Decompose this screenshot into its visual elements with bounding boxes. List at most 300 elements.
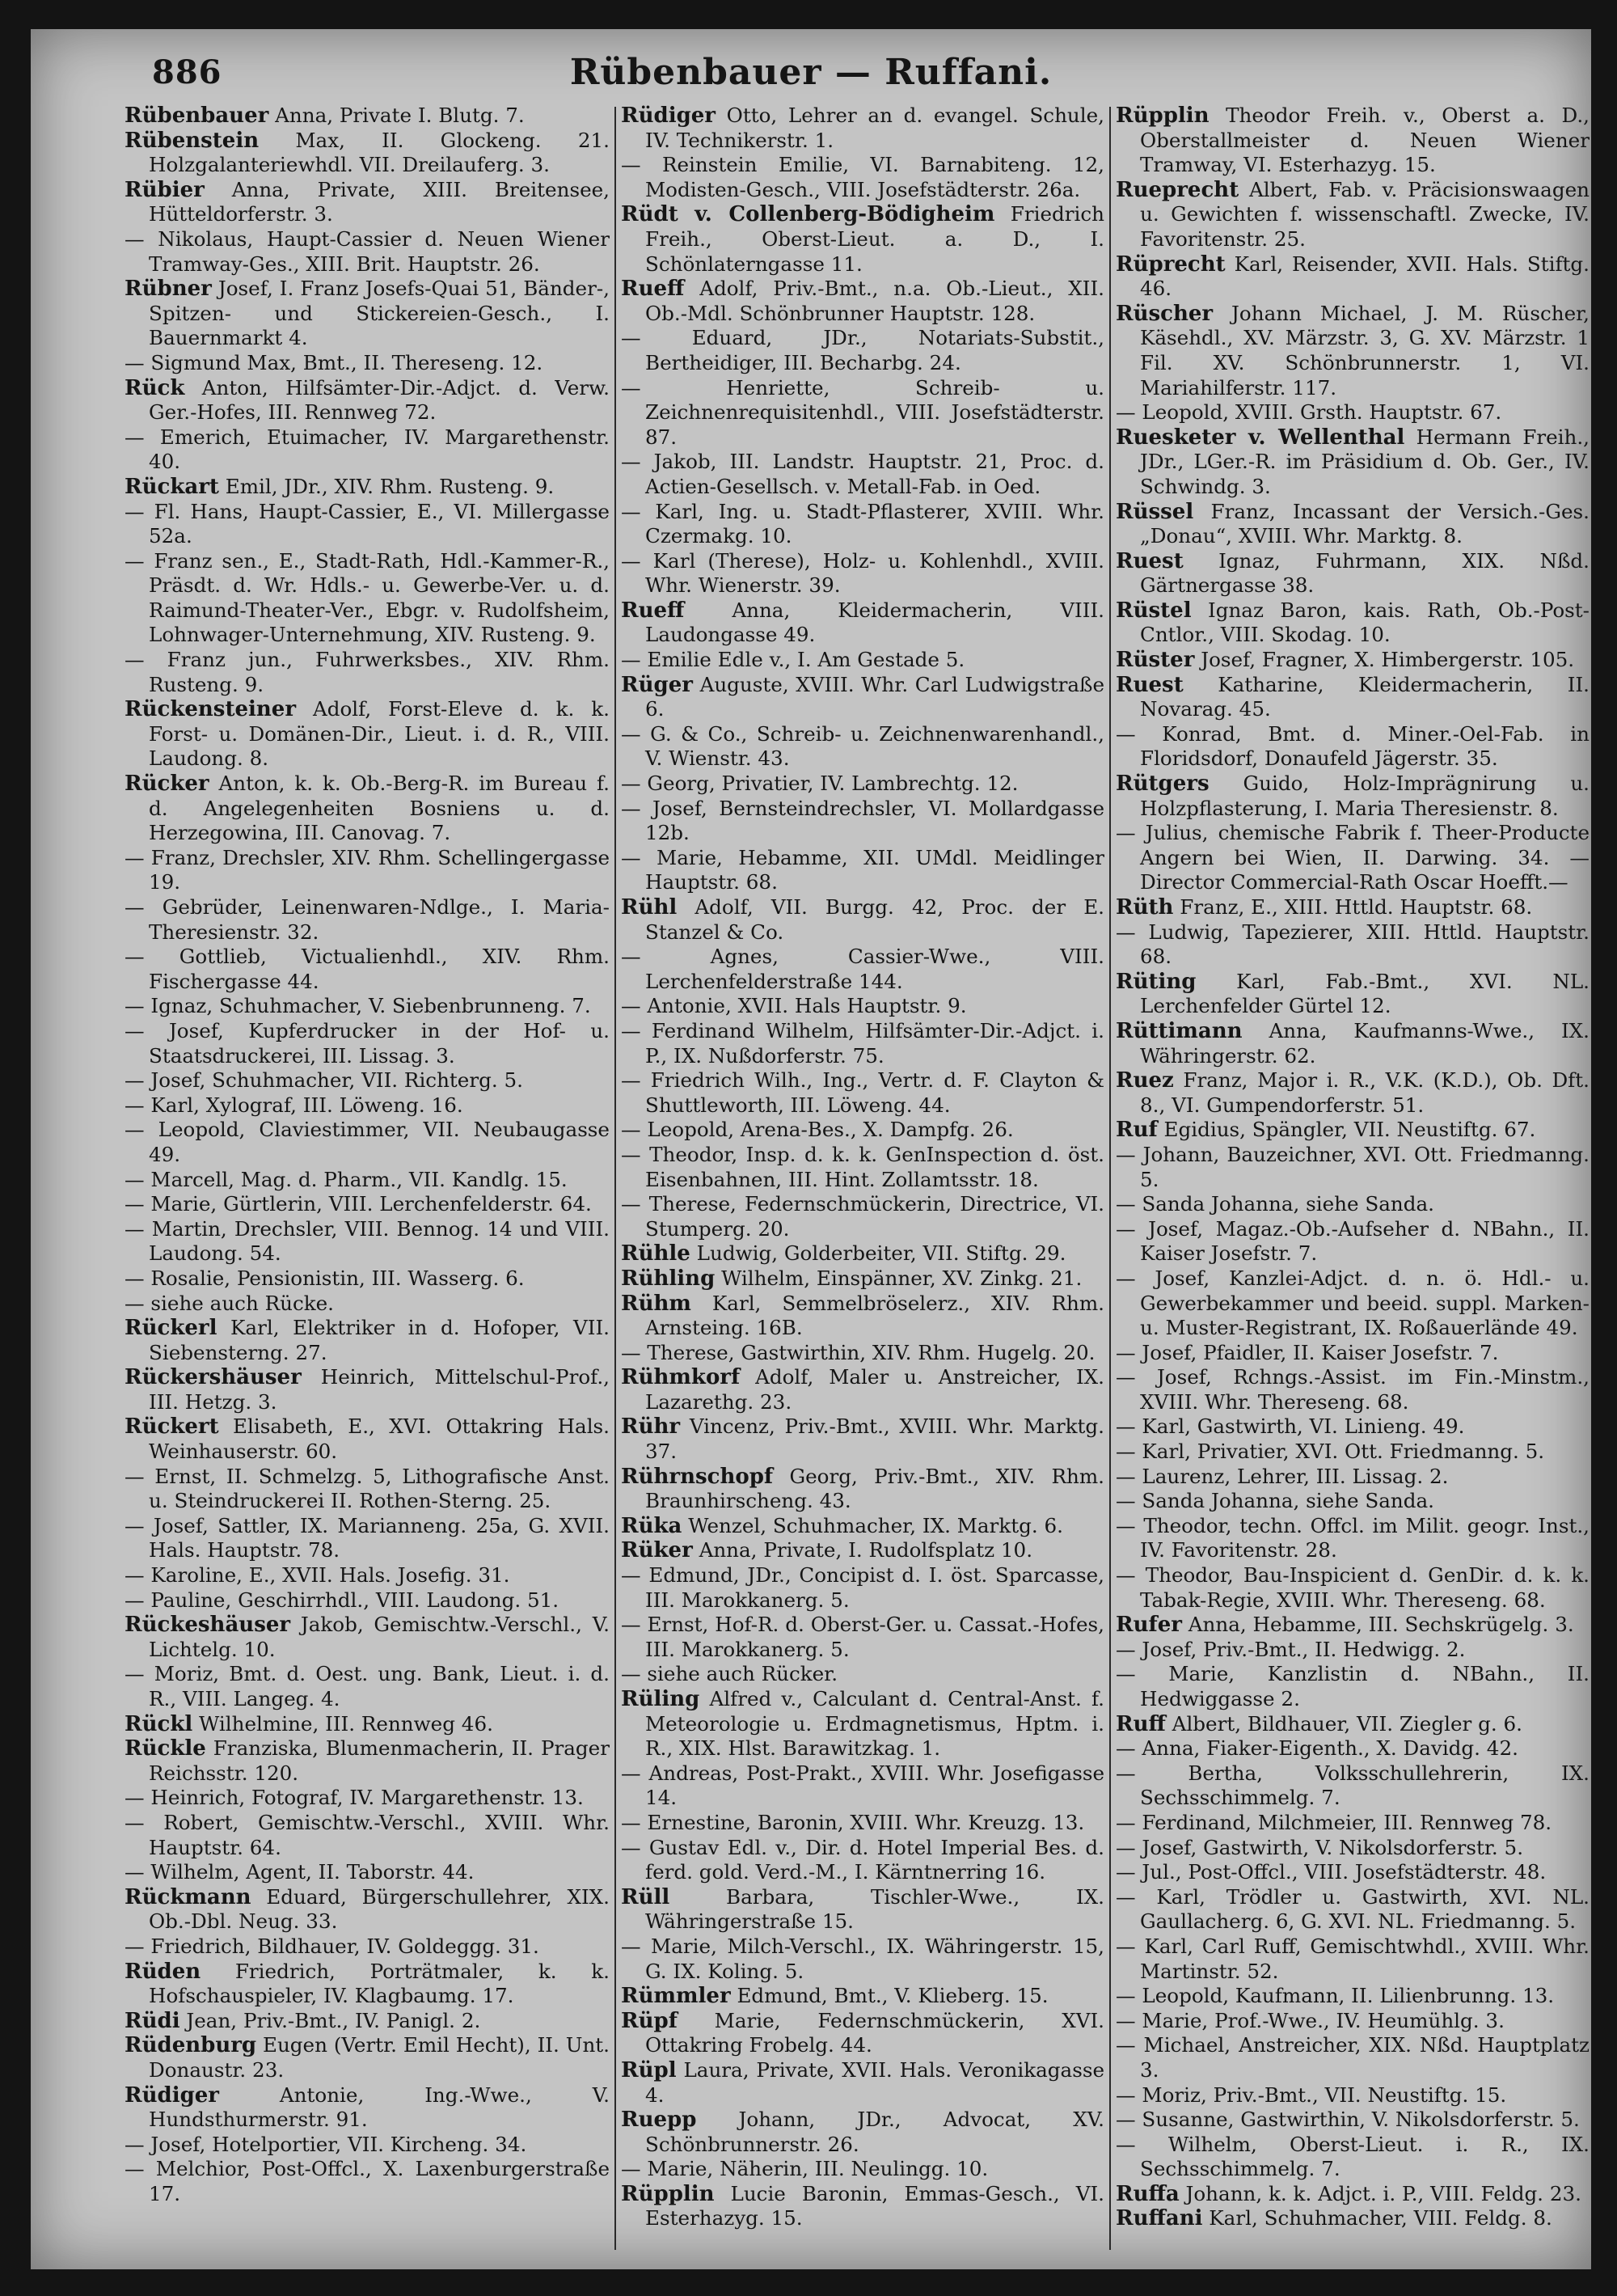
directory-entry bbox=[125, 129, 610, 178]
entry-details: — Moriz, Priv.-Bmt., VII. Neustiftg. 15. bbox=[1116, 2082, 1507, 2107]
entry-surname: Rüscher bbox=[1116, 301, 1214, 326]
directory-entry bbox=[1116, 772, 1590, 821]
entry-details: Anna, Kaufmanns-Wwe., IX. Währingerstr. 62. bbox=[1140, 1018, 1590, 1068]
directory-entry bbox=[1116, 302, 1590, 400]
entry-details: — Therese, Federnschmückerin, Directrice, VI. Stumperg. 20. bbox=[621, 1192, 1104, 1241]
directory-entry bbox=[621, 104, 1104, 153]
entry-details: Emil, JDr., XIV. Rhm. Rusteng. 9. bbox=[218, 474, 555, 498]
entry-surname: Rückert bbox=[125, 1414, 219, 1440]
directory-entry bbox=[621, 797, 1104, 846]
entry-surname: Rübenbauer bbox=[125, 104, 269, 128]
entry-details: — siehe auch Rücke. bbox=[125, 1291, 335, 1315]
directory-entry bbox=[125, 2157, 610, 2206]
entry-details: — Marie, Näherin, III. Neulingg. 10. bbox=[621, 2157, 989, 2181]
entry-surname: Rüpl bbox=[621, 2057, 677, 2082]
entry-surname: Rüdiger bbox=[621, 104, 716, 128]
directory-entry bbox=[1116, 648, 1590, 673]
entry-details: — Rosalie, Pensionistin, III. Wasserg. 6. bbox=[125, 1266, 525, 1290]
entry-details: — Franz, Drechsler, XIV. Rhm. Schellingergasse 19. bbox=[125, 845, 610, 894]
column-divider bbox=[614, 107, 616, 2250]
directory-entry bbox=[621, 772, 1104, 797]
directory-entry bbox=[621, 1465, 1104, 1514]
directory-entry bbox=[125, 475, 610, 500]
entry-surname: Rümmler bbox=[621, 1984, 731, 2009]
entry-surname: Rüdiger bbox=[125, 2082, 219, 2108]
entry-details: — Theodor, techn. Offcl. im Milit. geogr. Inst., IV. Favoritenstr. 28. bbox=[1116, 1513, 1590, 1562]
directory-entry bbox=[621, 376, 1104, 450]
entry-surname: Rückerl bbox=[125, 1316, 217, 1341]
entry-details: Egidius, Spängler, VII. Neustiftg. 67. bbox=[1157, 1118, 1536, 1142]
entry-details: — Heinrich, Fotograf, IV. Margarethenstr. 13. bbox=[125, 1786, 584, 1810]
entry-details: Adolf, Priv.-Bmt., n.a. Ob.-Lieut., XII. Ob.-Mdl. Schönbrunner Hauptstr. 128. bbox=[645, 277, 1104, 325]
entry-surname: Rüpplin bbox=[621, 2181, 715, 2206]
directory-entry bbox=[1116, 920, 1590, 970]
directory-entry bbox=[125, 1563, 610, 1588]
directory-entry bbox=[1116, 1761, 1590, 1811]
entry-details: — Franz jun., Fuhrwerksbes., XIV. Rhm. Rusteng. 9. bbox=[125, 648, 610, 696]
entry-details: — Robert, Gemischtw.-Verschl., XVIII. Whr. Hauptstr. 64. bbox=[125, 1810, 610, 1859]
entry-details: Antonie, Ing.-Wwe., V. Hundsthurmerstr. 91. bbox=[149, 2082, 610, 2132]
directory-entry bbox=[125, 1588, 610, 1613]
entry-details: — Agnes, Cassier-Wwe., VIII. Lerchenfelderstraße 144. bbox=[621, 945, 1104, 993]
directory-entry bbox=[1116, 549, 1590, 598]
entry-details: — Jul., Post-Offcl., VIII. Josefstädterstr. 48. bbox=[1116, 1860, 1547, 1884]
entry-details: Franz, Major i. R., V.K. (K.D.), Ob. Dft. 8., VI. Gumpendorferstr. 51. bbox=[1140, 1068, 1590, 1117]
entry-details: — Leopold, Claviestimmer, VII. Neubaugasse 49. bbox=[125, 1118, 610, 1166]
entry-surname: Rückle bbox=[125, 1736, 206, 1761]
column-1 bbox=[125, 104, 610, 2247]
entry-details: — Sanda Johanna, siehe Sanda. bbox=[1116, 1192, 1434, 1216]
entry-surname: Ruffa bbox=[1116, 2181, 1180, 2206]
directory-entry bbox=[621, 2058, 1104, 2108]
entry-details: — Josef, Pfaidler, II. Kaiser Josefstr. 7. bbox=[1116, 1340, 1499, 1364]
directory-entry bbox=[125, 697, 610, 772]
directory-entry bbox=[621, 1613, 1104, 1662]
directory-entry bbox=[1116, 1266, 1590, 1341]
entry-details: Friedrich, Porträtmaler, k. k. Hofschauspieler, IV. Klagbaumg. 17. bbox=[149, 1959, 610, 2008]
entry-details: Heinrich, Mittelschul-Prof., III. Hetzg. 3. bbox=[149, 1365, 610, 1414]
entry-details: — Eduard, JDr., Notariats-Substit., Bertheidiger, III. Becharbg. 24. bbox=[621, 326, 1104, 374]
entry-details: — Konrad, Bmt. d. Miner.-Oel-Fab. in Floridsdorf, Donaufeld Jägerstr. 35. bbox=[1116, 721, 1590, 771]
directory-entry bbox=[1116, 2182, 1590, 2207]
entry-details: Wenzel, Schuhmacher, IX. Marktg. 6. bbox=[682, 1513, 1063, 1537]
directory-entry bbox=[125, 277, 610, 351]
entry-details: — Martin, Drechsler, VIII. Bennog. 14 und VIII. Laudong. 54. bbox=[125, 1216, 610, 1266]
entry-details: Theodor Freih. v., Oberst a. D., Oberstallmeister d. Neuen Wiener Tramway, VI. Esterhazyg. 15. bbox=[1140, 104, 1590, 177]
directory-entry bbox=[621, 326, 1104, 375]
directory-entry bbox=[125, 2083, 610, 2133]
entry-details: Guido, Holz-Imprägnirung u. Holzpflasterung, I. Maria Theresienstr. 8. bbox=[1140, 772, 1590, 820]
directory-entry bbox=[621, 1292, 1104, 1341]
directory-entry bbox=[621, 1885, 1104, 1934]
entry-details: — Laurenz, Lehrer, III. Lissag. 2. bbox=[1116, 1464, 1449, 1488]
directory-entry bbox=[621, 1266, 1104, 1292]
entry-surname: Ruepp bbox=[621, 2108, 697, 2133]
directory-entry bbox=[1116, 1638, 1590, 1663]
entry-surname: Rüprecht bbox=[1116, 252, 1226, 277]
entry-details: — Friedrich, Bildhauer, IV. Goldeggg. 31. bbox=[125, 1934, 539, 1958]
entry-details: — Josef, Gastwirth, V. Nikolsdorferstr. 5. bbox=[1116, 1835, 1524, 1859]
directory-entry bbox=[1116, 1662, 1590, 1711]
directory-entry bbox=[1116, 1341, 1590, 1366]
directory-entry bbox=[1116, 1068, 1590, 1118]
entry-details: Josef, I. Franz Josefs-Quai 51, Bänder-, Spitzen- und Stickereien-Gesch., I. Bauernmarkt 4. bbox=[149, 277, 610, 350]
directory-entry bbox=[621, 2108, 1104, 2157]
entry-details: — Nikolaus, Haupt-Cassier d. Neuen Wiener Tramway-Ges., XIII. Brit. Hauptstr. 26. bbox=[125, 226, 610, 276]
entry-surname: Rüpplin bbox=[1116, 104, 1210, 128]
entry-details: — Theodor, Insp. d. k. k. GenInspection d. öst. Eisenbahnen, III. Hint. Zollamtsstr. 18. bbox=[621, 1142, 1104, 1191]
entry-details: — Karl, Trödler u. Gastwirth, XVI. NL. Gaullacherg. 6, G. XVI. NL. Friedmanng. 5. bbox=[1116, 1884, 1590, 1934]
entry-details: — Karl, Xylograf, III. Löweng. 16. bbox=[125, 1093, 463, 1117]
entry-details: — Michael, Anstreicher, XIX. Nßd. Hauptplatz 3. bbox=[1116, 2033, 1590, 2082]
directory-entry bbox=[621, 1143, 1104, 1192]
directory-entry bbox=[1116, 2009, 1590, 2034]
entry-details: — Wilhelm, Agent, II. Taborstr. 44. bbox=[125, 1860, 475, 1884]
entry-details: Vincenz, Priv.-Bmt., XVIII. Whr. Marktg. 37. bbox=[645, 1414, 1104, 1464]
entry-surname: Ruez bbox=[1116, 1068, 1174, 1093]
entry-details: — Johann, Bauzeichner, XVI. Ott. Friedmanng. 5. bbox=[1116, 1142, 1590, 1191]
entry-details: Karl, Semmelbröselerz., XIV. Rhm. Arnsteing. 16B. bbox=[645, 1291, 1104, 1340]
directory-entry bbox=[1116, 598, 1590, 648]
directory-entry bbox=[1116, 1514, 1590, 1563]
entry-details: — Andreas, Post-Prakt., XVIII. Whr. Josefigasse 14. bbox=[621, 1761, 1104, 1810]
entry-surname: Rüstel bbox=[1116, 598, 1192, 623]
directory-entry bbox=[1116, 2083, 1590, 2108]
directory-entry bbox=[621, 549, 1104, 598]
entry-details: — Josef, Sattler, IX. Marianneng. 25a, G. XVII. Hals. Hauptstr. 78. bbox=[125, 1513, 610, 1562]
entry-details: — Karl (Therese), Holz- u. Kohlenhdl., XVIII. Whr. Wienerstr. 39. bbox=[621, 548, 1104, 598]
directory-entry bbox=[621, 1761, 1104, 1811]
directory-entry bbox=[1116, 1836, 1590, 1861]
directory-entry bbox=[1116, 1192, 1590, 1217]
directory-entry bbox=[125, 1019, 610, 1068]
directory-entry bbox=[125, 648, 610, 697]
directory-entry bbox=[1116, 1019, 1590, 1068]
entry-details: — Ernst, Hof-R. d. Oberst-Ger. u. Cassat.-Hofes, III. Marokkanerg. 5. bbox=[621, 1613, 1104, 1661]
entry-details: — Moriz, Bmt. d. Oest. ung. Bank, Lieut. i. d. R., VIII. Langeg. 4. bbox=[125, 1662, 610, 1710]
entry-details: Wilhelm, Einspänner, XV. Zinkg. 21. bbox=[715, 1266, 1083, 1290]
entry-details: — Wilhelm, Oberst-Lieut. i. R., IX. Sechsschimmelg. 7. bbox=[1116, 2132, 1590, 2181]
directory-entry bbox=[125, 1613, 610, 1662]
entry-details: Jakob, Gemischtw.-Verschl., V. Lichtelg. 10. bbox=[149, 1613, 610, 1661]
directory-entry bbox=[125, 1712, 610, 1737]
entry-surname: Rühr bbox=[621, 1414, 681, 1440]
entry-details: — siehe auch Rücker. bbox=[621, 1662, 838, 1686]
directory-entry bbox=[1116, 1118, 1590, 1143]
directory-entry bbox=[125, 772, 610, 846]
entry-details: Albert, Fab. v. Präcisionswaagen u. Gewichten f. wissenschaftl. Zwecke, IV. Favoritenstr. 25. bbox=[1140, 177, 1590, 251]
entry-details: — Reinstein Emilie, VI. Barnabiteng. 12, Modisten-Gesch., VIII. Josefstädterstr. 26a. bbox=[621, 153, 1104, 201]
entry-details: — Josef, Priv.-Bmt., II. Hedwigg. 2. bbox=[1116, 1637, 1466, 1661]
directory-entry bbox=[125, 1662, 610, 1711]
directory-entry bbox=[125, 945, 610, 994]
directory-entry bbox=[621, 1365, 1104, 1414]
directory-entry bbox=[1116, 1613, 1590, 1638]
entry-details: — Jakob, III. Landstr. Hauptstr. 21, Proc. d. Actien-Gesellsch. v. Metall-Fab. in Oed. bbox=[621, 450, 1104, 498]
directory-entry bbox=[1116, 104, 1590, 178]
entry-surname: Rüka bbox=[621, 1513, 682, 1538]
entry-surname: Rueff bbox=[621, 598, 685, 623]
entry-surname: Ruffani bbox=[1116, 2206, 1203, 2231]
directory-entry bbox=[621, 1341, 1104, 1366]
entry-details: — Marie, Hebamme, XII. UMdl. Meidlinger Hauptstr. 68. bbox=[621, 845, 1104, 894]
directory-entry bbox=[621, 1934, 1104, 1984]
entry-details: Katharine, Kleidermacherin, II. Novarag. 45. bbox=[1140, 672, 1590, 721]
directory-entry bbox=[125, 994, 610, 1019]
directory-entry bbox=[125, 1093, 610, 1118]
entry-surname: Rüdenburg bbox=[125, 2033, 257, 2058]
entry-details: — Ludwig, Tapezierer, XIII. Httld. Hauptstr. 68. bbox=[1116, 920, 1590, 969]
entry-details: Franz, E., XIII. Httld. Hauptstr. 68. bbox=[1173, 895, 1533, 919]
directory-entry bbox=[125, 895, 610, 945]
entry-details: — Leopold, XVIII. Grsth. Hauptstr. 67. bbox=[1116, 400, 1502, 425]
entry-surname: Rückeshäuser bbox=[125, 1613, 291, 1638]
entry-details: Anton, Hilfsämter-Dir.-Adjct. d. Verw. Ger.-Hofes, III. Rennweg 72. bbox=[149, 375, 610, 425]
directory-entry bbox=[621, 722, 1104, 772]
entry-details: Ludwig, Golderbeiter, VII. Stiftg. 29. bbox=[690, 1241, 1066, 1266]
entry-surname: Rüll bbox=[621, 1884, 670, 1909]
entry-details: — Pauline, Geschirrhdl., VIII. Laudong. 51. bbox=[125, 1588, 559, 1612]
entry-surname: Rüger bbox=[621, 672, 693, 697]
entry-surname: Rufer bbox=[1116, 1613, 1182, 1638]
entry-details: Max, II. Glockeng. 21. Holzgalanteriewhdl. VII. Dreilauferg. 3. bbox=[149, 128, 610, 177]
entry-details: — Anna, Fiaker-Eigenth., X. Davidg. 42. bbox=[1116, 1736, 1518, 1761]
directory-entry bbox=[621, 1019, 1104, 1068]
directory-entry bbox=[125, 104, 610, 129]
entry-details: — Marie, Prof.-Wwe., IV. Heumühlg. 3. bbox=[1116, 2008, 1505, 2032]
directory-entry bbox=[125, 1860, 610, 1885]
directory-entry bbox=[1116, 1736, 1590, 1761]
directory-entry bbox=[621, 895, 1104, 945]
entry-details: — Ernestine, Baronin, XVIII. Whr. Kreuzg. 13. bbox=[621, 1810, 1085, 1834]
entry-details: — Ferdinand, Milchmeier, III. Rennweg 78. bbox=[1116, 1810, 1552, 1834]
entry-details: — Josef, Schuhmacher, VII. Richterg. 5. bbox=[125, 1068, 523, 1093]
entry-surname: Rücker bbox=[125, 772, 209, 797]
entry-details: — Marie, Milch-Verschl., IX. Währingerstr. 15, G. IX. Koling. 5. bbox=[621, 1934, 1104, 1983]
entry-details: Josef, Fragner, X. Himbergerstr. 105. bbox=[1194, 648, 1575, 672]
entry-details: Anna, Kleidermacherin, VIII. Laudongasse 49. bbox=[645, 598, 1104, 647]
directory-entry bbox=[621, 2157, 1104, 2182]
directory-entry bbox=[621, 1687, 1104, 1761]
entry-details: — Marie, Kanzlistin d. NBahn., II. Hedwiggasse 2. bbox=[1116, 1662, 1590, 1710]
directory-entry bbox=[621, 1118, 1104, 1143]
entry-details: Johann, k. k. Adjct. i. P., VIII. Feldg. 23. bbox=[1179, 2181, 1581, 2205]
directory-entry bbox=[1116, 1860, 1590, 1885]
directory-entry bbox=[125, 2133, 610, 2158]
directory-entry bbox=[1116, 400, 1590, 425]
entry-details: Anna, Private, I. Rudolfsplatz 10. bbox=[692, 1538, 1033, 1562]
entry-details: Anton, k. k. Ob.-Berg-R. im Bureau f. d. Angelegenheiten Bosniens u. d. Herzegowina, III. Canovag. 7. bbox=[149, 772, 610, 845]
entry-details: Auguste, XVIII. Whr. Carl Ludwigstraße 6. bbox=[645, 672, 1104, 721]
entry-details: — Karoline, E., XVII. Hals. Josefig. 31. bbox=[125, 1563, 510, 1588]
directory-entry bbox=[1116, 1365, 1590, 1414]
directory-entry bbox=[621, 202, 1104, 277]
entry-details: — G. & Co., Schreib- u. Zeichnenwarenhandl., V. Wienstr. 43. bbox=[621, 721, 1104, 771]
directory-entry bbox=[1116, 1934, 1590, 1984]
entry-details: Barbara, Tischler-Wwe., IX. Währingerstraße 15. bbox=[645, 1884, 1104, 1934]
directory-entry bbox=[1116, 1414, 1590, 1440]
column-3 bbox=[1116, 104, 1590, 2247]
directory-entry bbox=[621, 1192, 1104, 1241]
directory-entry bbox=[1116, 1811, 1590, 1836]
directory-entry bbox=[1116, 2133, 1590, 2182]
entry-details: — Henriette, Schreib- u. Zeichnenrequisitenhdl., VIII. Josefstädterstr. 87. bbox=[621, 375, 1104, 449]
entry-surname: Ruesketer v. Wellenthal bbox=[1116, 425, 1405, 450]
directory-entry bbox=[125, 1192, 610, 1217]
entry-details: Adolf, VII. Burgg. 42, Proc. der E. Stanzel & Co. bbox=[645, 895, 1104, 944]
entry-surname: Rührnschopf bbox=[621, 1464, 774, 1489]
entry-details: — Antonie, XVII. Hals Hauptstr. 9. bbox=[621, 994, 967, 1018]
entry-details: Lucie Baronin, Emmas-Gesch., VI. Esterhazyg. 15. bbox=[645, 2181, 1104, 2230]
directory-entry bbox=[621, 1811, 1104, 1836]
entry-surname: Rückensteiner bbox=[125, 697, 297, 722]
entry-details: — Josef, Bernsteindrechsler, VI. Mollardgasse 12b. bbox=[621, 796, 1104, 845]
directory-entry bbox=[125, 1885, 610, 1934]
entry-details: — Emilie Edle v., I. Am Gestade 5. bbox=[621, 648, 965, 672]
entry-details: — Leopold, Kaufmann, II. Lilienbrunng. 13. bbox=[1116, 1984, 1555, 2008]
directory-entry bbox=[1116, 1440, 1590, 1465]
directory-entry bbox=[621, 2182, 1104, 2231]
entry-details: — Josef, Rchngs.-Assist. im Fin.-Minstm., XVIII. Whr. Thereseng. 68. bbox=[1116, 1365, 1590, 1414]
directory-entry bbox=[621, 846, 1104, 895]
entry-surname: Rüker bbox=[621, 1538, 693, 1563]
entry-surname: Rüpf bbox=[621, 2008, 678, 2033]
page-title: Rübenbauer — Ruffani. bbox=[569, 52, 1053, 93]
entry-details: — Georg, Privatier, IV. Lambrechtg. 12. bbox=[621, 772, 1019, 796]
entry-details: Marie, Federnschmückerin, XVI. Ottakring Frobelg. 44. bbox=[645, 2008, 1104, 2057]
directory-entry bbox=[125, 1514, 610, 1563]
entry-details: — Josef, Hotelportier, VII. Kircheng. 34. bbox=[125, 2132, 527, 2156]
directory-entry bbox=[125, 425, 610, 475]
entry-details: — Karl, Ing. u. Stadt-Pflasterer, XVIII. Whr. Czermakg. 10. bbox=[621, 499, 1104, 548]
directory-entry bbox=[125, 1365, 610, 1414]
entry-details: — Gustav Edl. v., Dir. d. Hotel Imperial Bes. d. ferd. gold. Verd.-M., I. Kärntnerring 16. bbox=[621, 1835, 1104, 1884]
entry-surname: Ruff bbox=[1116, 1711, 1166, 1736]
entry-details: — Edmund, JDr., Concipist d. I. öst. Sparcasse, III. Marokkanerg. 5. bbox=[621, 1563, 1104, 1612]
entry-surname: Rübner bbox=[125, 277, 212, 302]
entry-surname: Ruest bbox=[1116, 672, 1184, 697]
page-number: 886 bbox=[152, 53, 222, 91]
entry-details: — Emerich, Etuimacher, IV. Margarethenstr. 40. bbox=[125, 425, 610, 474]
entry-details: Alfred v., Calculant d. Central-Anst. f. Meteorologie u. Erdmagnetismus, Hptm. i. R., XIX. Hlst. Barawitzkag. 1. bbox=[645, 1687, 1104, 1761]
entry-details: — Marcell, Mag. d. Pharm., VII. Kandlg. 15. bbox=[125, 1167, 568, 1191]
entry-details: Ignaz, Fuhrmann, XIX. Nßd. Gärtnergasse 38. bbox=[1140, 548, 1590, 598]
directory-entry bbox=[125, 549, 610, 648]
entry-details: — Josef, Kanzlei-Adjct. d. n. ö. Hdl.- u. Gewerbekammer und beeid. suppl. Marken- u. Muster-Registrant, IX. Roßauerlände 49. bbox=[1116, 1266, 1590, 1340]
entry-details: Adolf, Forst-Eleve d. k. k. Forst- u. Domänen-Dir., Lieut. i. d. R., VIII. Laudong. 8. bbox=[149, 697, 610, 771]
entry-details: Eduard, Bürgerschullehrer, XIX. Ob.-Dbl. Neug. 33. bbox=[149, 1884, 610, 1934]
directory-entry bbox=[125, 1465, 610, 1514]
directory-entry bbox=[1116, 1217, 1590, 1266]
entry-details: — Karl, Carl Ruff, Gemischtwhdl., XVIII. Whr. Martinstr. 52. bbox=[1116, 1934, 1590, 1983]
entry-surname: Rüling bbox=[621, 1687, 700, 1711]
entry-details: Franz, Incassant der Versich.-Ges. „Donau“, XVIII. Whr. Marktg. 8. bbox=[1140, 499, 1590, 548]
entry-surname: Rüdt v. Collenberg-Bödigheim bbox=[621, 202, 995, 227]
directory-entry bbox=[125, 227, 610, 277]
directory-entry bbox=[621, 450, 1104, 499]
entry-surname: Rüdi bbox=[125, 2008, 180, 2033]
entry-surname: Rüting bbox=[1116, 969, 1197, 994]
directory-entry bbox=[1116, 1489, 1590, 1514]
entry-details: — Ignaz, Schuhmacher, V. Siebenbrunneng. 7. bbox=[125, 994, 591, 1018]
entry-details: Karl, Reisender, XVII. Hals. Stiftg. 46. bbox=[1140, 252, 1590, 301]
directory-entry bbox=[1116, 2033, 1590, 2082]
entry-surname: Ruf bbox=[1116, 1118, 1158, 1143]
entry-surname: Rüster bbox=[1116, 648, 1195, 673]
entry-surname: Ruest bbox=[1116, 548, 1184, 573]
directory-entry bbox=[1116, 1563, 1590, 1613]
entry-details: Johann Michael, J. M. Rüscher, Käsehdl., XV. Märzstr. 3, G. XV. Märzstr. 1 Fil. XV. Schönbrunnerstr. 1, VI. Mariahilferstr. 117. bbox=[1140, 301, 1590, 400]
entry-details: Karl, Fab.-Bmt., XVI. NL. Lerchenfelder Gürtel 12. bbox=[1140, 969, 1590, 1018]
directory-entry bbox=[621, 1241, 1104, 1266]
entry-details: Anna, Private I. Blutg. 7. bbox=[268, 104, 525, 127]
directory-entry bbox=[621, 500, 1104, 549]
entry-details: — Karl, Privatier, XVI. Ott. Friedmanng. 5. bbox=[1116, 1440, 1545, 1464]
directory-entry bbox=[621, 2009, 1104, 2058]
directory-entry bbox=[1116, 1465, 1590, 1490]
directory-entry bbox=[621, 1068, 1104, 1118]
entry-surname: Rübenstein bbox=[125, 128, 260, 153]
directory-entry bbox=[125, 500, 610, 549]
directory-entry bbox=[621, 994, 1104, 1019]
entry-details: — Melchior, Post-Offcl., X. Laxenburgerstraße 17. bbox=[125, 2157, 610, 2205]
directory-entry bbox=[125, 178, 610, 227]
entry-details: Adolf, Maler u. Anstreicher, IX. Lazarethg. 23. bbox=[645, 1365, 1104, 1414]
directory-entry bbox=[1116, 178, 1590, 252]
entry-details: — Leopold, Arena-Bes., X. Dampfg. 26. bbox=[621, 1118, 1014, 1142]
entry-details: Albert, Bildhauer, VII. Ziegler g. 6. bbox=[1165, 1711, 1522, 1736]
directory-entry bbox=[621, 945, 1104, 994]
directory-entry bbox=[621, 1514, 1104, 1539]
directory-entry bbox=[1116, 1984, 1590, 2009]
directory-entry bbox=[621, 153, 1104, 202]
entry-details: — Therese, Gastwirthin, XIV. Rhm. Hugelg. 20. bbox=[621, 1340, 1096, 1364]
directory-entry bbox=[125, 1960, 610, 2009]
directory-entry bbox=[125, 1118, 610, 1167]
directory-entry bbox=[1116, 821, 1590, 895]
entry-details: Edmund, Bmt., V. Klieberg. 15. bbox=[730, 1984, 1049, 2008]
directory-entry bbox=[125, 1316, 610, 1365]
entry-surname: Rückl bbox=[125, 1711, 193, 1736]
entry-details: — Susanne, Gastwirthin, V. Nikolsdorferstr. 5. bbox=[1116, 2108, 1580, 2132]
directory-entry bbox=[125, 1786, 610, 1811]
entry-surname: Rüden bbox=[125, 1959, 201, 1984]
entry-details: — Gottlieb, Victualienhdl., XIV. Rhm. Fischergasse 44. bbox=[125, 945, 610, 993]
entry-details: Wilhelmine, III. Rennweg 46. bbox=[192, 1711, 493, 1736]
entry-details: — Sigmund Max, Bmt., II. Thereseng. 12. bbox=[125, 350, 543, 374]
directory-entry bbox=[125, 1414, 610, 1464]
directory-entry bbox=[621, 1984, 1104, 2009]
directory-entry bbox=[125, 1292, 610, 1317]
column-2 bbox=[621, 104, 1104, 2247]
directory-entry bbox=[125, 1811, 610, 1860]
entry-surname: Rückart bbox=[125, 474, 219, 499]
entry-surname: Rückershäuser bbox=[125, 1365, 302, 1390]
directory-entry bbox=[125, 2009, 610, 2034]
directory-entry bbox=[621, 1836, 1104, 1885]
directory-entry bbox=[1116, 1885, 1590, 1934]
entry-details: Ignaz Baron, kais. Rath, Ob.-Post-Cntlor., VIII. Skodag. 10. bbox=[1140, 598, 1590, 647]
entry-surname: Rueprecht bbox=[1116, 177, 1239, 202]
entry-details: Otto, Lehrer an d. evangel. Schule, IV. Technikerstr. 1. bbox=[645, 104, 1104, 152]
directory-entry bbox=[125, 1934, 610, 1960]
entry-details: — Josef, Magaz.-Ob.-Aufseher d. NBahn., II. Kaiser Josefstr. 7. bbox=[1116, 1216, 1590, 1266]
entry-details: Friedrich Freih., Oberst-Lieut. a. D., I. Schönlaterngasse 11. bbox=[645, 202, 1104, 276]
directory-entry bbox=[621, 1563, 1104, 1613]
entry-surname: Rüssel bbox=[1116, 499, 1194, 524]
directory-entry bbox=[125, 351, 610, 376]
directory-entry bbox=[125, 1266, 610, 1292]
